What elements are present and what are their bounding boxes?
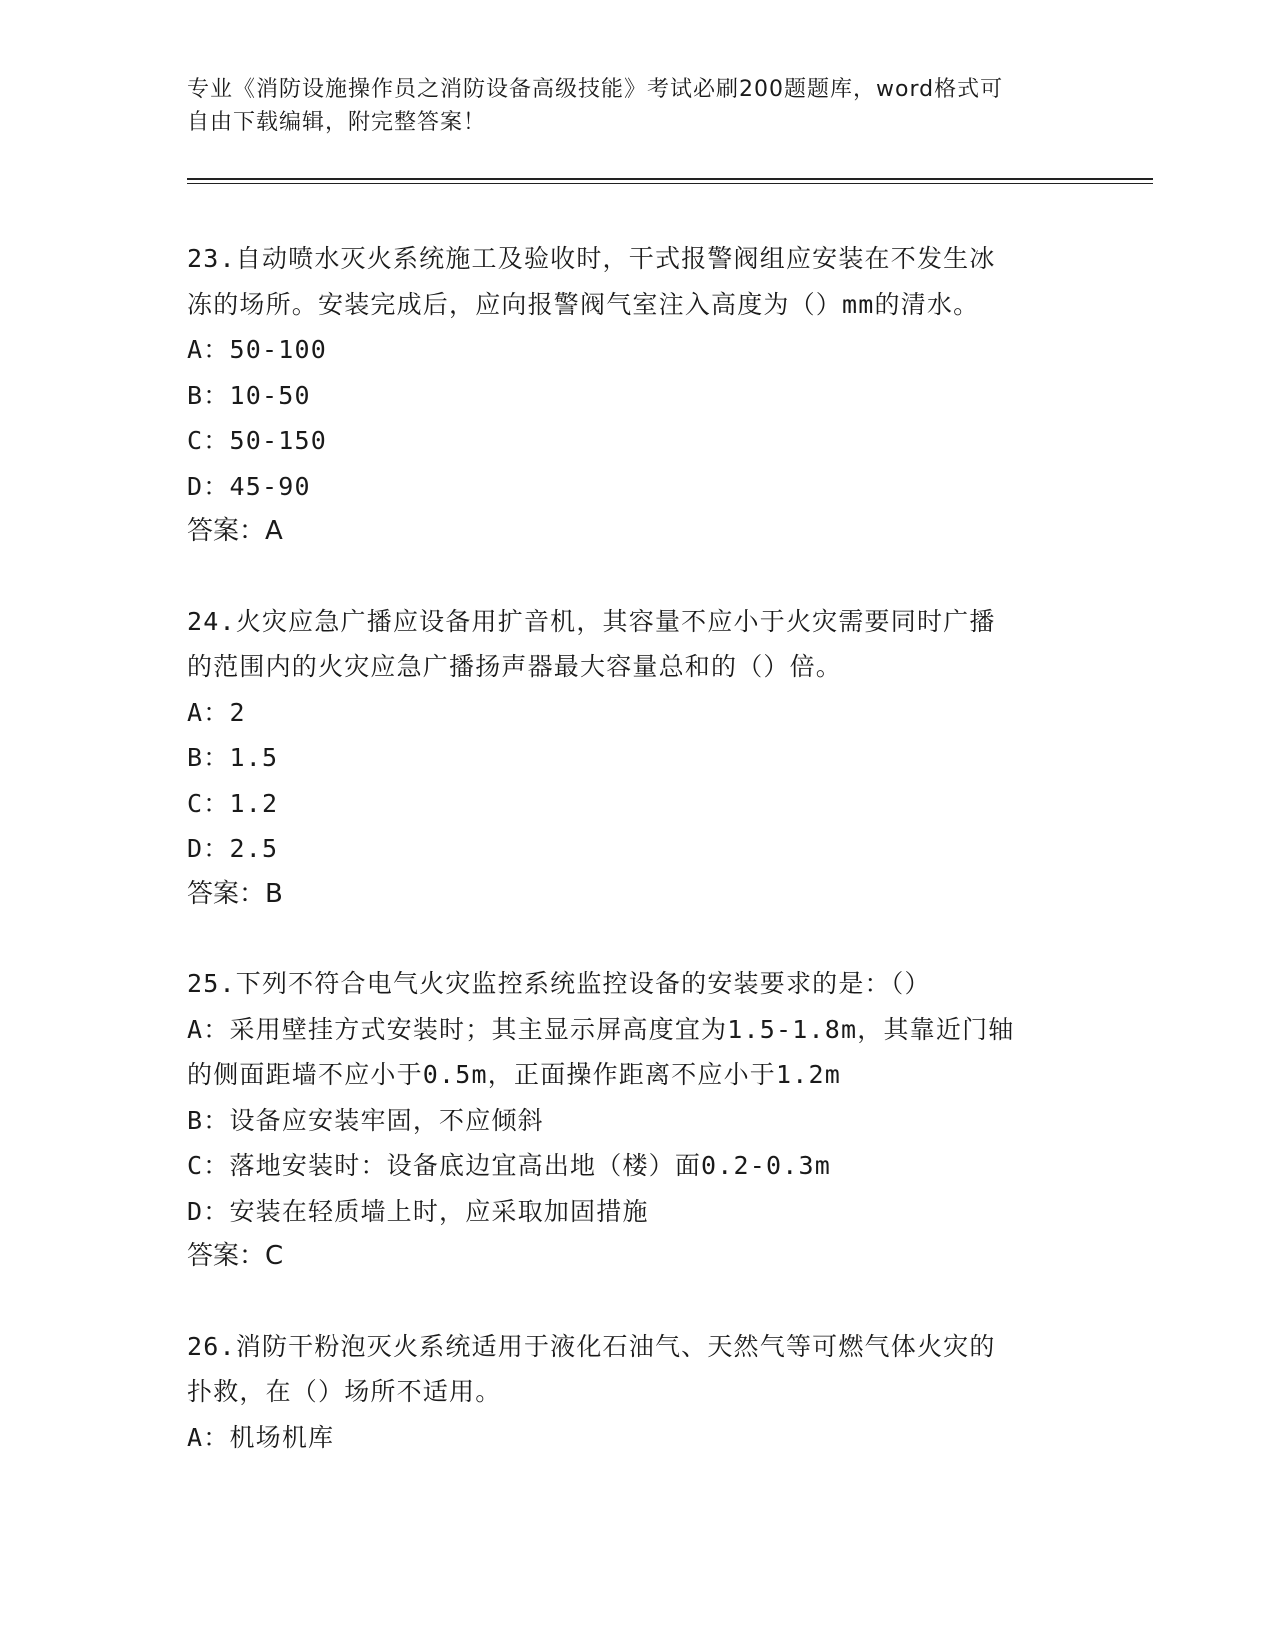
option-d: D：2.5 (187, 834, 279, 863)
option-c: C：落地安装时：设备底边宜高出地（楼）面0.2-0.3m (187, 1151, 832, 1180)
question-stem-line: 冻的场所。安装完成后，应向报警阀气室注入高度为（）mm的清水。 (187, 289, 980, 319)
answer-line: 答案：B (187, 878, 283, 909)
option-a-continued: 的侧面距墙不应小于0.5m，正面操作距离不应小于1.2m (187, 1060, 842, 1089)
header-line-1: 专业《消防设施操作员之消防设备高级技能》考试必刷200题题库，word格式可 (187, 77, 1004, 102)
option-b: B：10-50 (187, 380, 311, 410)
option-a: A：机场机库 (187, 1422, 335, 1452)
option-a: A：2 (187, 697, 246, 727)
question-24 (187, 599, 1087, 918)
option-b: B：设备应安装牢固，不应倾斜 (187, 1105, 544, 1135)
option-b: B：1.5 (187, 743, 279, 772)
option-a: A：50-100 (187, 335, 327, 364)
answer-line: 答案：C (187, 1241, 284, 1271)
option-d: D：安装在轻质墙上时，应采取加固措施 (187, 1196, 649, 1226)
question-stem-line: 的范围内的火灾应急广播扬声器最大容量总和的（）倍。 (187, 652, 843, 681)
question-stem-line: 24.火灾应急广播应设备用扩音机，其容量不应小于火灾需要同时广播 (187, 606, 996, 636)
question-23 (187, 236, 1087, 555)
option-c: C：1.2 (187, 788, 279, 818)
option-a: A：采用壁挂方式安装时；其主显示屏高度宜为1.5-1.8m，其靠近门轴 (187, 1014, 1015, 1044)
question-26 (187, 1324, 1087, 1461)
header-divider-thin (187, 183, 1153, 184)
option-c: C：50-150 (187, 426, 327, 455)
option-d: D：45-90 (187, 471, 311, 501)
header-line-2: 自由下载编辑，附完整答案！ (187, 110, 487, 135)
question-stem-line: 25.下列不符合电气火灾监控系统监控设备的安装要求的是：（） (187, 969, 931, 998)
question-stem-line: 26.消防干粉泡灭火系统适用于液化石油气、天然气等可燃气体火灾的 (187, 1331, 996, 1361)
question-list (187, 236, 1087, 1504)
question-25 (187, 961, 1087, 1280)
answer-line: 答案：A (187, 516, 283, 546)
document-header (187, 73, 1087, 139)
header-divider-thick (187, 178, 1153, 180)
question-stem-line: 扑救，在（）场所不适用。 (187, 1377, 502, 1406)
question-stem-line: 23.自动喷水灭火系统施工及验收时，干式报警阀组应安装在不发生冰 (187, 244, 996, 273)
